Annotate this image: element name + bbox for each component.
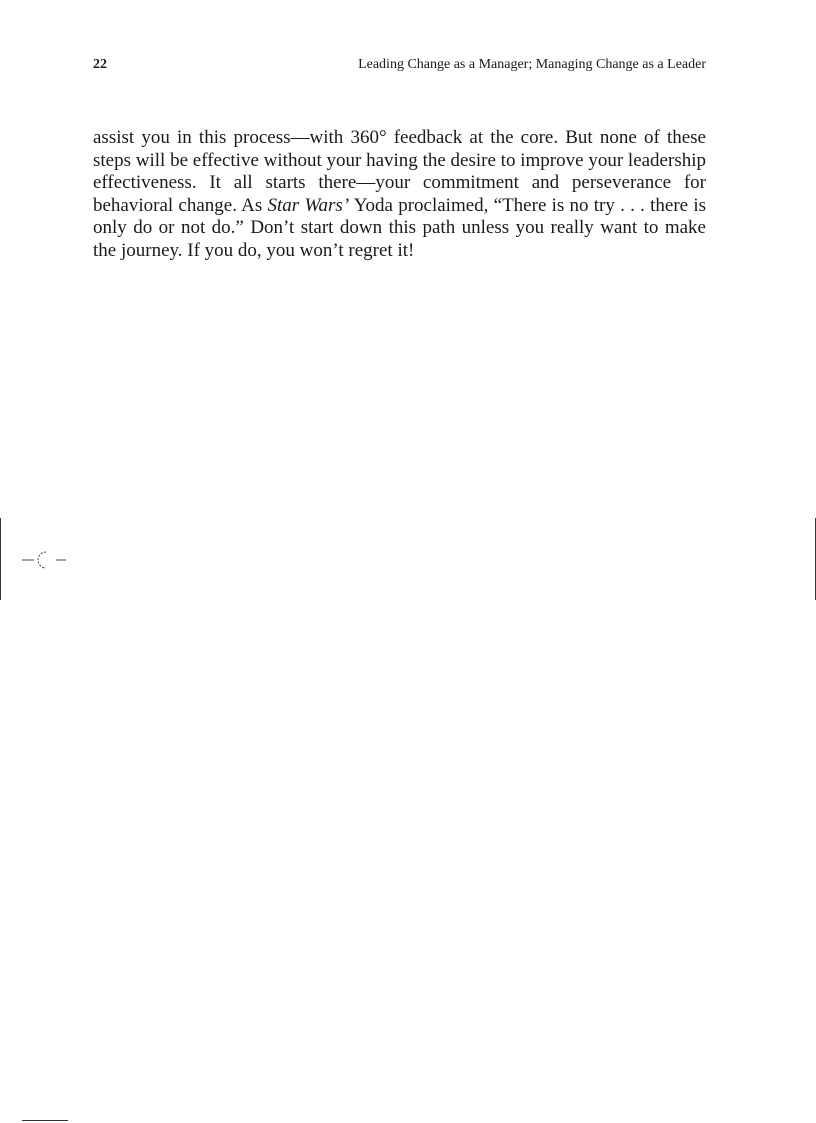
crop-mark-left	[0, 518, 1, 600]
running-head: Leading Change as a Manager; Managing Change as a Leader	[358, 57, 706, 72]
registration-mark-icon	[20, 548, 68, 572]
body-text-part-1: assist you in this process—with 360° feedback at the core. But none of these steps will be effective without your having the desire to improve your leadership effectiveness. It all starts there—your commitment and perseverance for behavioral change. As	[93, 127, 706, 216]
page-header	[93, 57, 706, 77]
crop-mark-bottom	[22, 1120, 68, 1121]
body-text-part-2: Yoda proclaimed, “There is no try . . . there is only do or not do.” Don’t start down this path unless you really want to make the journey. If you do, you won’t regret it!	[93, 194, 706, 261]
page-number: 22	[93, 57, 107, 72]
body-paragraph	[93, 127, 706, 262]
body-text-italic: Star Wars’	[267, 194, 350, 216]
